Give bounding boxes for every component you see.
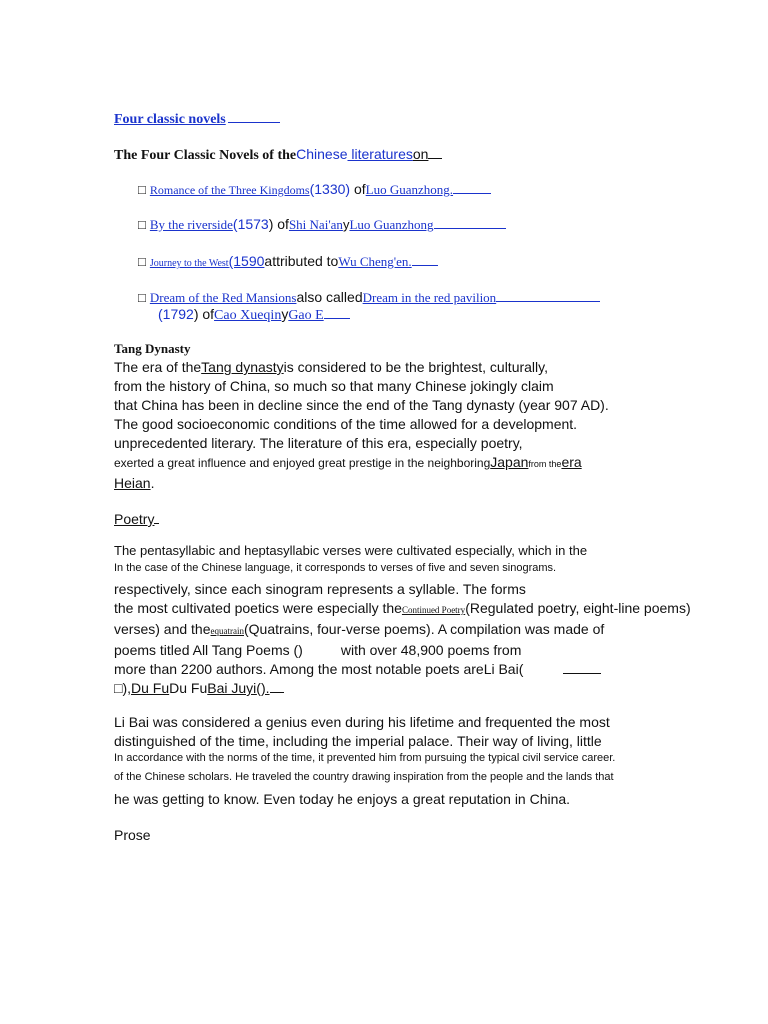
author-link-2[interactable]: Gao E xyxy=(288,308,324,323)
author-link[interactable]: Shi Nai'an xyxy=(288,217,343,232)
intro-tail: on xyxy=(412,146,429,162)
chinese-link[interactable]: Chinese xyxy=(296,146,348,162)
novel-title-link[interactable]: Romance of the Three Kingdoms xyxy=(149,183,310,197)
continued-poetry-link[interactable]: Continued Poetry xyxy=(401,605,466,615)
bullet-icon: □ xyxy=(138,254,146,269)
tang-heading: Tang Dynasty xyxy=(114,341,191,356)
japan-link[interactable]: Japan xyxy=(490,454,529,470)
poetry-line: In the case of the Chinese language, it corresponds to verses of five and seven sinograms. xyxy=(114,562,557,574)
link-text: Four classic novels xyxy=(114,112,226,127)
li-bai-link[interactable]: Li Bai xyxy=(483,661,519,677)
heian-link[interactable]: Heian xyxy=(114,475,151,491)
bai-juyi-link[interactable]: Bai Juyi xyxy=(207,680,257,696)
equatrain-link[interactable]: equatrain xyxy=(210,626,244,636)
poetry-paragraph: respectively, since each sinogram represents a syllable. The forms the most cultivated poetics were especially theContinued Poetry(Regulated poetry, eight-line poems) verses) and theequatrain(Quatrains, four-verse poems). A compilation was made of poems titled All Tang Poems () with over 48,900 poems from more than 2200 authors. Among the most notable poets areLi Bai( □),Du FuDu FuBai Juyi(). xyxy=(114,581,691,696)
novel-item-4-cont: (1792) ofCao XueqinyGao E xyxy=(158,306,350,324)
bullet-icon: □ xyxy=(138,217,146,232)
novel-item-4: □ Dream of the Red Mansionsalso calledDream in the red pavilion xyxy=(138,289,600,306)
bullet-icon: □ xyxy=(138,182,146,197)
libai-line: of the Chinese scholars. He traveled the country drawing inspiration from the people and the lands that xyxy=(114,771,614,783)
poetry-heading: Poetry xyxy=(114,511,159,527)
intro-line xyxy=(114,146,442,164)
du-fu-link[interactable]: Du Fu xyxy=(131,680,170,696)
tang-dynasty-link[interactable]: Tang dynasty xyxy=(201,359,284,375)
libai-line: he was getting to know. Even today he enjoys a great reputation in China. xyxy=(114,791,571,807)
libai-line: distinguished of the time, including the imperial palace. Their way of living, little xyxy=(114,733,602,749)
novel-title-link[interactable]: Journey to the West xyxy=(149,258,229,269)
novel-title-link[interactable]: By the riverside xyxy=(149,217,233,232)
bullet-icon: □ xyxy=(138,290,146,305)
novel-title-link[interactable]: Dream of the Red Mansions xyxy=(149,290,297,305)
poetry-line: The pentasyllabic and heptasyllabic verses were cultivated especially, which in the xyxy=(114,543,588,558)
prose-heading: Prose xyxy=(114,827,151,843)
author-link[interactable]: Cao Xueqin xyxy=(214,308,282,323)
author-link[interactable]: Luo Guanzhong. xyxy=(365,182,454,197)
literatures-link[interactable]: literatures xyxy=(347,146,413,162)
author-link[interactable]: Wu Cheng'en. xyxy=(338,254,412,269)
libai-line: Li Bai was considered a genius even during his lifetime and frequented the most xyxy=(114,714,610,730)
four-classic-novels-link[interactable] xyxy=(114,112,280,128)
novel-item-1: □ Romance of the Three Kingdoms(1330) ofLuo Guanzhong. xyxy=(138,181,491,198)
tang-paragraph: The era of theTang dynastyis considered to be the brightest, culturally, from the history of China, so much so that many Chinese jokingly claim that China has been in decline since the end of the Tang dynasty (year 907 AD). The good socioeconomic conditions of the time allowed for a development. unprecedented literary. The literature of this era, especially poetry, exerted a great influence and enjoyed great prestige in the neighboringJapanfrom theera Heian. xyxy=(114,359,609,491)
libai-line: In accordance with the norms of the time, it prevented him from pursuing the typical civil service career. xyxy=(114,752,616,764)
novel-item-3: □ Journey to the West(1590attributed toWu Cheng'en. xyxy=(138,253,438,270)
author-link-2[interactable]: Luo Guanzhong xyxy=(349,217,434,232)
novel-item-2: □ By the riverside(1573) ofShi Nai'anyLuo Guanzhong xyxy=(138,216,506,233)
alt-title-link[interactable]: Dream in the red pavilion xyxy=(362,290,497,305)
intro-bold: The Four Classic Novels of the xyxy=(114,148,297,163)
